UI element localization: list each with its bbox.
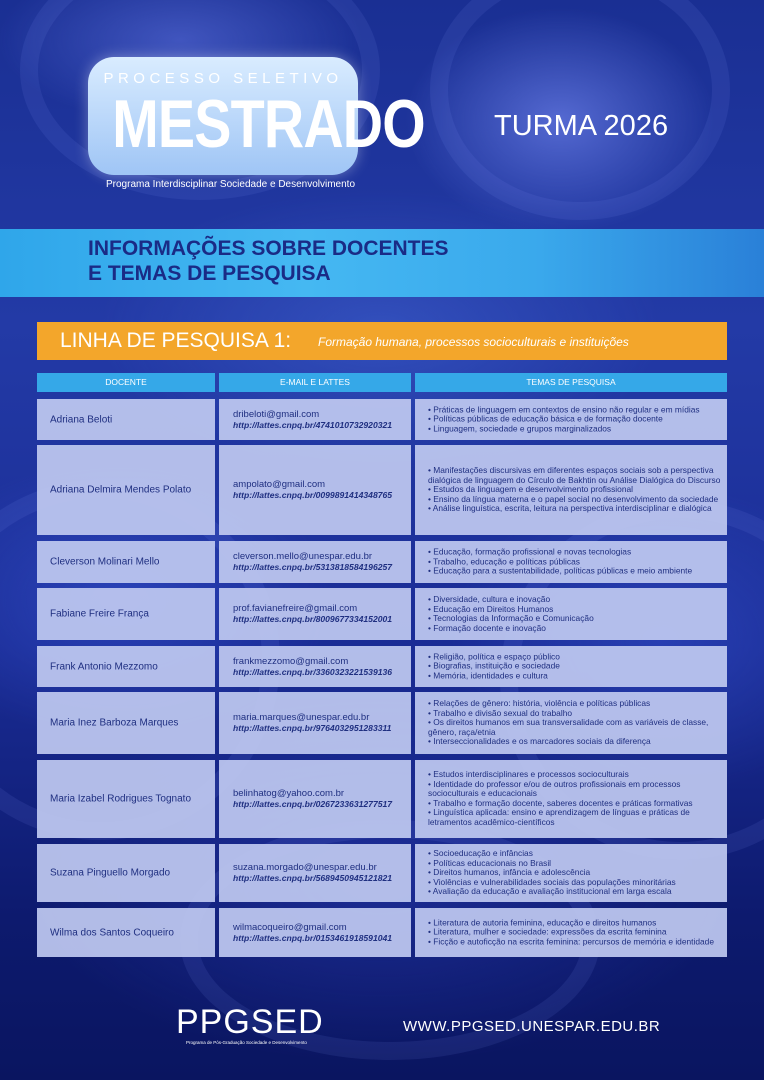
research-topics [428, 466, 726, 514]
docente-name: Maria Inez Barboza Marques [50, 717, 179, 729]
research-topics [428, 405, 726, 434]
research-topics [428, 918, 726, 947]
docente-name: Adriana Delmira Mendes Polato [50, 484, 192, 496]
lattes-link[interactable]: http://lattes.cnpq.br/4741010732920321 [233, 419, 393, 430]
lattes-link[interactable]: http://lattes.cnpq.br/3360323221539136 [233, 666, 393, 677]
research-line-title: Formação humana, processos socioculturais e instituições [318, 335, 629, 349]
topic-item: • Trabalho e formação docente, saberes docentes e práticas formativas [428, 799, 726, 809]
lattes-link[interactable]: http://lattes.cnpq.br/9764032951283311 [233, 723, 392, 733]
topic-item: • Religião, política e espaço público [428, 652, 726, 662]
program-name: Programa Interdisciplinar Sociedade e Desenvolvimento [106, 179, 356, 190]
ppgsed-logo-caption: Programa de Pós-Graduação Sociedade e Desenvolvimento [186, 1040, 307, 1045]
column-header-docente: DOCENTE [37, 373, 215, 392]
topic-item: • Políticas educacionais no Brasil [428, 859, 726, 869]
topic-item: • Trabalho e divisão sexual do trabalho [428, 709, 726, 719]
email-link[interactable]: dribeloti@gmail.com [233, 408, 320, 420]
research-line-label: LINHA DE PESQUISA 1: [60, 329, 292, 352]
page-title [88, 236, 588, 286]
topic-item: • Ensino da língua materna e o papel social no desenvolvimento da sociedade [428, 495, 726, 505]
page-title-line-1: INFORMAÇÕES SOBRE DOCENTES [88, 237, 449, 260]
table-row [37, 646, 727, 687]
lattes-link[interactable]: http://lattes.cnpq.br/0099891414348765 [233, 490, 393, 500]
research-topics [428, 770, 726, 828]
docente-name: Fabiane Freire França [50, 608, 149, 620]
research-topics [428, 548, 726, 577]
research-topics [428, 595, 726, 633]
website-link[interactable]: WWW.PPGSED.UNESPAR.EDU.BR [403, 1018, 661, 1035]
docente-name: Maria Izabel Rodrigues Tognato [50, 793, 192, 805]
research-topics [428, 849, 726, 897]
email-link[interactable]: belinhatog@yahoo.com.br [233, 788, 345, 799]
table-row [37, 844, 727, 902]
email-link[interactable]: maria.marques@unespar.edu.br [233, 712, 370, 723]
docente-name: Cleverson Molinari Mello [50, 556, 160, 568]
topic-item: • Identidade do professor e/ou de outros profissionais em processos socioculturais e educacionais [428, 780, 726, 799]
topic-item: • Tecnologias da Informação e Comunicação [428, 614, 726, 624]
research-topics [428, 652, 726, 681]
topic-item: • Linguística aplicada: ensino e aprendizagem de línguas e práticas de letramentos acadêmico-científicos [428, 809, 726, 828]
topic-item: • Educação em Direitos Humanos [428, 604, 726, 614]
email-link[interactable]: suzana.morgado@unespar.edu.br [233, 862, 377, 873]
column-header-temas: TEMAS DE PESQUISA [415, 373, 727, 392]
email-link[interactable]: wilmacoqueiro@gmail.com [233, 921, 347, 933]
topic-item: • Manifestações discursivas em diferentes espaços sociais sob a perspectiva dialógica de linguagem do Círculo de Bakhtin ou Análise Dialógica do Discurso [428, 466, 726, 485]
topic-item: • Análise linguística, escrita, leitura na perspectiva interdisciplinar e dialógica [428, 504, 726, 514]
topic-item: • Direitos humanos, infância e adolescência [428, 868, 726, 878]
turma-label: TURMA 2026 [494, 110, 669, 142]
topic-item: • Literatura, mulher e sociedade: expressões da escrita feminina [428, 928, 726, 938]
email-link[interactable]: frankmezzomo@gmail.com [233, 655, 349, 667]
docente-name: Suzana Pinguello Morgado [50, 867, 171, 879]
topic-item: • Literatura de autoria feminina, educação e direitos humanos [428, 918, 726, 928]
column-header-email-lattes: E-MAIL E LATTES [219, 373, 411, 392]
logo-subtitle: PROCESSO SELETIVO [103, 70, 343, 87]
table-row [37, 908, 727, 957]
topic-item: • Os direitos humanos em sua transversalidade com as variáveis de classe, gênero, raça/etnia [428, 718, 726, 737]
topic-item: • Relações de gênero: história, violência e políticas públicas [428, 699, 726, 709]
table-row [37, 445, 727, 535]
topic-item: • Trabalho, educação e políticas públicas [428, 557, 726, 567]
topic-item: • Diversidade, cultura e inovação [428, 595, 726, 605]
topic-item: • Ficção e autoficção na escrita feminina: percursos de memória e identidade [428, 937, 726, 947]
topic-item: • Formação docente e inovação [428, 624, 726, 634]
email-link[interactable]: ampolato@gmail.com [233, 479, 326, 490]
table-row [37, 588, 727, 640]
table-row [37, 692, 727, 754]
topic-item: • Biografias, instituição e sociedade [428, 662, 726, 672]
topic-item: • Memória, identidades e cultura [428, 671, 726, 681]
page-title-line-2: E TEMAS DE PESQUISA [88, 262, 331, 285]
logo-title: MESTRADO [112, 86, 425, 162]
topic-item: • Interseccionalidades e os marcadores sociais da diferença [428, 737, 726, 747]
topic-item: • Práticas de linguagem em contextos de ensino não regular e em mídias [428, 405, 726, 415]
table-row [37, 760, 727, 838]
lattes-link[interactable]: http://lattes.cnpq.br/0153461918591041 [233, 932, 393, 943]
docente-name: Frank Antonio Mezzomo [50, 661, 158, 672]
research-topics [428, 699, 726, 747]
topic-item: • Linguagem, sociedade e grupos marginalizados [428, 424, 726, 434]
docente-name: Wilma dos Santos Coqueiro [50, 927, 174, 938]
ppgsed-logo: PPGSED [176, 1003, 324, 1041]
email-link[interactable]: cleverson.mello@unespar.edu.br [233, 551, 373, 562]
topic-item: • Violências e vulnerabilidades sociais das populações minoritárias [428, 878, 726, 888]
docente-name: Adriana Beloti [50, 414, 113, 425]
lattes-link[interactable]: http://lattes.cnpq.br/5689450945121821 [233, 873, 393, 883]
topic-item: • Estudos interdisciplinares e processos socioculturais [428, 770, 726, 780]
topic-item: • Educação, formação profissional e novas tecnologias [428, 548, 726, 558]
lattes-link[interactable]: http://lattes.cnpq.br/0267233631277517 [233, 799, 393, 809]
topic-item: • Educação para a sustentabilidade, políticas públicas e meio ambiente [428, 567, 726, 577]
lattes-link[interactable]: http://lattes.cnpq.br/5313818584196257 [233, 562, 393, 572]
table-row [37, 541, 727, 583]
topic-item: • Socioeducação e infâncias [428, 849, 726, 859]
topic-item: • Políticas públicas de educação básica e de formação docente [428, 415, 726, 425]
email-link[interactable]: prof.favianefreire@gmail.com [233, 603, 358, 614]
table-row [37, 399, 727, 440]
topic-item: • Estudos da linguagem e desenvolvimento profissional [428, 485, 726, 495]
topic-item: • Avaliação da educação e avaliação institucional em larga escala [428, 887, 726, 897]
lattes-link[interactable]: http://lattes.cnpq.br/8009677334152001 [233, 614, 393, 624]
